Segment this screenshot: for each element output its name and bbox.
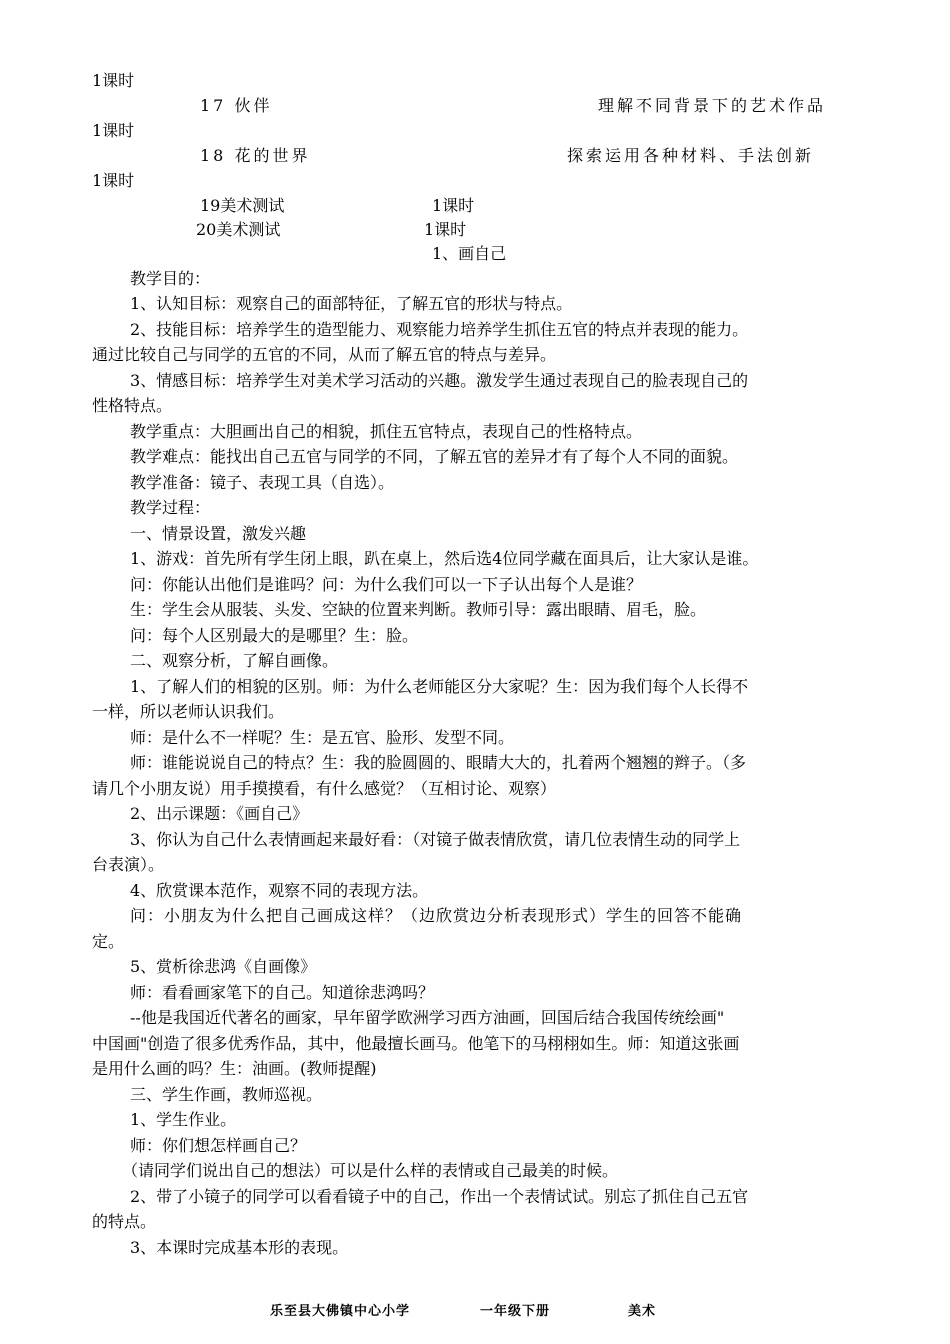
- body-line: 师：谁能说说自己的特点？生：我的脸圆圆的、眼睛大大的，扎着两个翘翘的辫子。（多: [130, 753, 747, 772]
- schedule-hours-3: 1课时: [92, 171, 135, 190]
- body-line: 一、情景设置，激发兴趣: [130, 524, 307, 543]
- body-line: 二、观察分析，了解自画像。: [130, 651, 339, 670]
- body-line: 教学目的：: [130, 269, 211, 288]
- lesson-20-title: 20美术测试: [196, 220, 281, 239]
- body-line: 2、出示课题：《画自己》: [130, 804, 309, 823]
- body-line: 一样，所以老师认识我们。: [92, 702, 285, 721]
- body-line: 中国画"创造了很多优秀作品，其中，他最擅长画马。他笔下的马栩栩如生。师：知道这张画: [92, 1034, 740, 1053]
- schedule-hours-2: 1课时: [92, 121, 135, 140]
- body-line: 3、你认为自己什么表情画起来最好看：（对镜子做表情欣赏，请几位表情生动的同学上: [130, 830, 741, 849]
- body-line: 问：小朋友为什么把自己画成这样？（边欣赏边分析表现形式）学生的回答不能确: [130, 906, 743, 925]
- body-line: 3、情感目标：培养学生对美术学习活动的兴趣。激发学生通过表现自己的脸表现自己的: [130, 371, 749, 390]
- footer-subject: 美术: [628, 1304, 657, 1319]
- body-line: 2、带了小镜子的同学可以看看镜子中的自己，作出一个表情试试。别忘了抓住自己五官: [130, 1187, 749, 1206]
- body-line: 师：看看画家笔下的自己。知道徐悲鸿吗？: [130, 983, 435, 1002]
- body-line: 通过比较自己与同学的五官的不同，从而了解五官的特点与差异。: [92, 345, 557, 364]
- body-line: --他是我国近代著名的画家，早年留学欧洲学习西方油画，回国后结合我国传统绘画": [130, 1008, 725, 1027]
- lesson-title: 1、画自己: [432, 244, 507, 263]
- body-line: 问：你能认出他们是谁吗？问：为什么我们可以一下子认出每个人是谁？: [130, 575, 643, 594]
- body-line: 1、了解人们的相貌的区别。师：为什么老师能区分大家呢？生：因为我们每个人长得不: [130, 677, 749, 696]
- body-line: 三、学生作画，教师巡视。: [130, 1085, 323, 1104]
- body-line: 教学过程：: [130, 498, 211, 517]
- body-line: 4、欣赏课本范作，观察不同的表现方法。: [130, 881, 429, 900]
- body-line: 性格特点。: [92, 396, 173, 415]
- body-line: 定。: [92, 932, 125, 951]
- body-line: 的特点。: [92, 1212, 157, 1231]
- footer-school: 乐至县大佛镇中心小学: [270, 1304, 411, 1319]
- schedule-hours-1: 1课时: [92, 71, 135, 90]
- footer-grade: 一年级下册: [480, 1304, 551, 1319]
- body-line: 1、认知目标：观察自己的面部特征，了解五官的形状与特点。: [130, 294, 573, 313]
- lesson-20-hours: 1课时: [424, 220, 467, 239]
- body-line: 师：你们想怎样画自己？: [130, 1136, 307, 1155]
- body-line: 1、游戏：首先所有学生闭上眼，趴在桌上，然后选4位同学藏在面具后，让大家认是谁。: [130, 549, 759, 568]
- body-line: 3、本课时完成基本形的表现。: [130, 1238, 349, 1257]
- body-line: 5、赏析徐悲鸿《自画像》: [130, 957, 317, 976]
- lesson-18-title: 18 花的世界: [200, 146, 311, 165]
- body-line: （请同学们说出自己的想法）可以是什么样的表情或自己最美的时候。: [122, 1161, 619, 1180]
- body-line: 教学重点：大胆画出自己的相貌，抓住五官特点，表现自己的性格特点。: [130, 422, 643, 441]
- lesson-19-title: 19美术测试: [200, 196, 285, 215]
- body-line: 问：每个人区别最大的是哪里？生：脸。: [130, 626, 419, 645]
- body-line: 是用什么画的吗？生：油画。(教师提醒): [92, 1059, 377, 1078]
- body-line: 生：学生会从服装、头发、空缺的位置来判断。教师引导：露出眼睛、眉毛，脸。: [130, 600, 707, 619]
- body-line: 请几个小朋友说）用手摸摸看，有什么感觉？（互相讨论、观察）: [92, 779, 557, 798]
- body-line: 2、技能目标：培养学生的造型能力、观察能力培养学生抓住五官的特点并表现的能力。: [130, 320, 749, 339]
- body-line: 1、学生作业。: [130, 1110, 237, 1129]
- body-line: 教学准备：镜子、表现工具（自选）。: [130, 473, 395, 492]
- lesson-18-goal: 探索运用各种材料、手法创新: [567, 146, 815, 165]
- body-line: 师：是什么不一样呢？生：是五官、脸形、发型不同。: [130, 728, 515, 747]
- lesson-17-goal: 理解不同背景下的艺术作品: [598, 96, 827, 115]
- lesson-19-hours: 1课时: [432, 196, 475, 215]
- lesson-17-title: 17 伙伴: [200, 96, 273, 115]
- body-line: 教学难点：能找出自己五官与同学的不同，了解五官的差异才有了每个人不同的面貌。: [130, 447, 739, 466]
- body-line: 台表演）。: [92, 855, 165, 874]
